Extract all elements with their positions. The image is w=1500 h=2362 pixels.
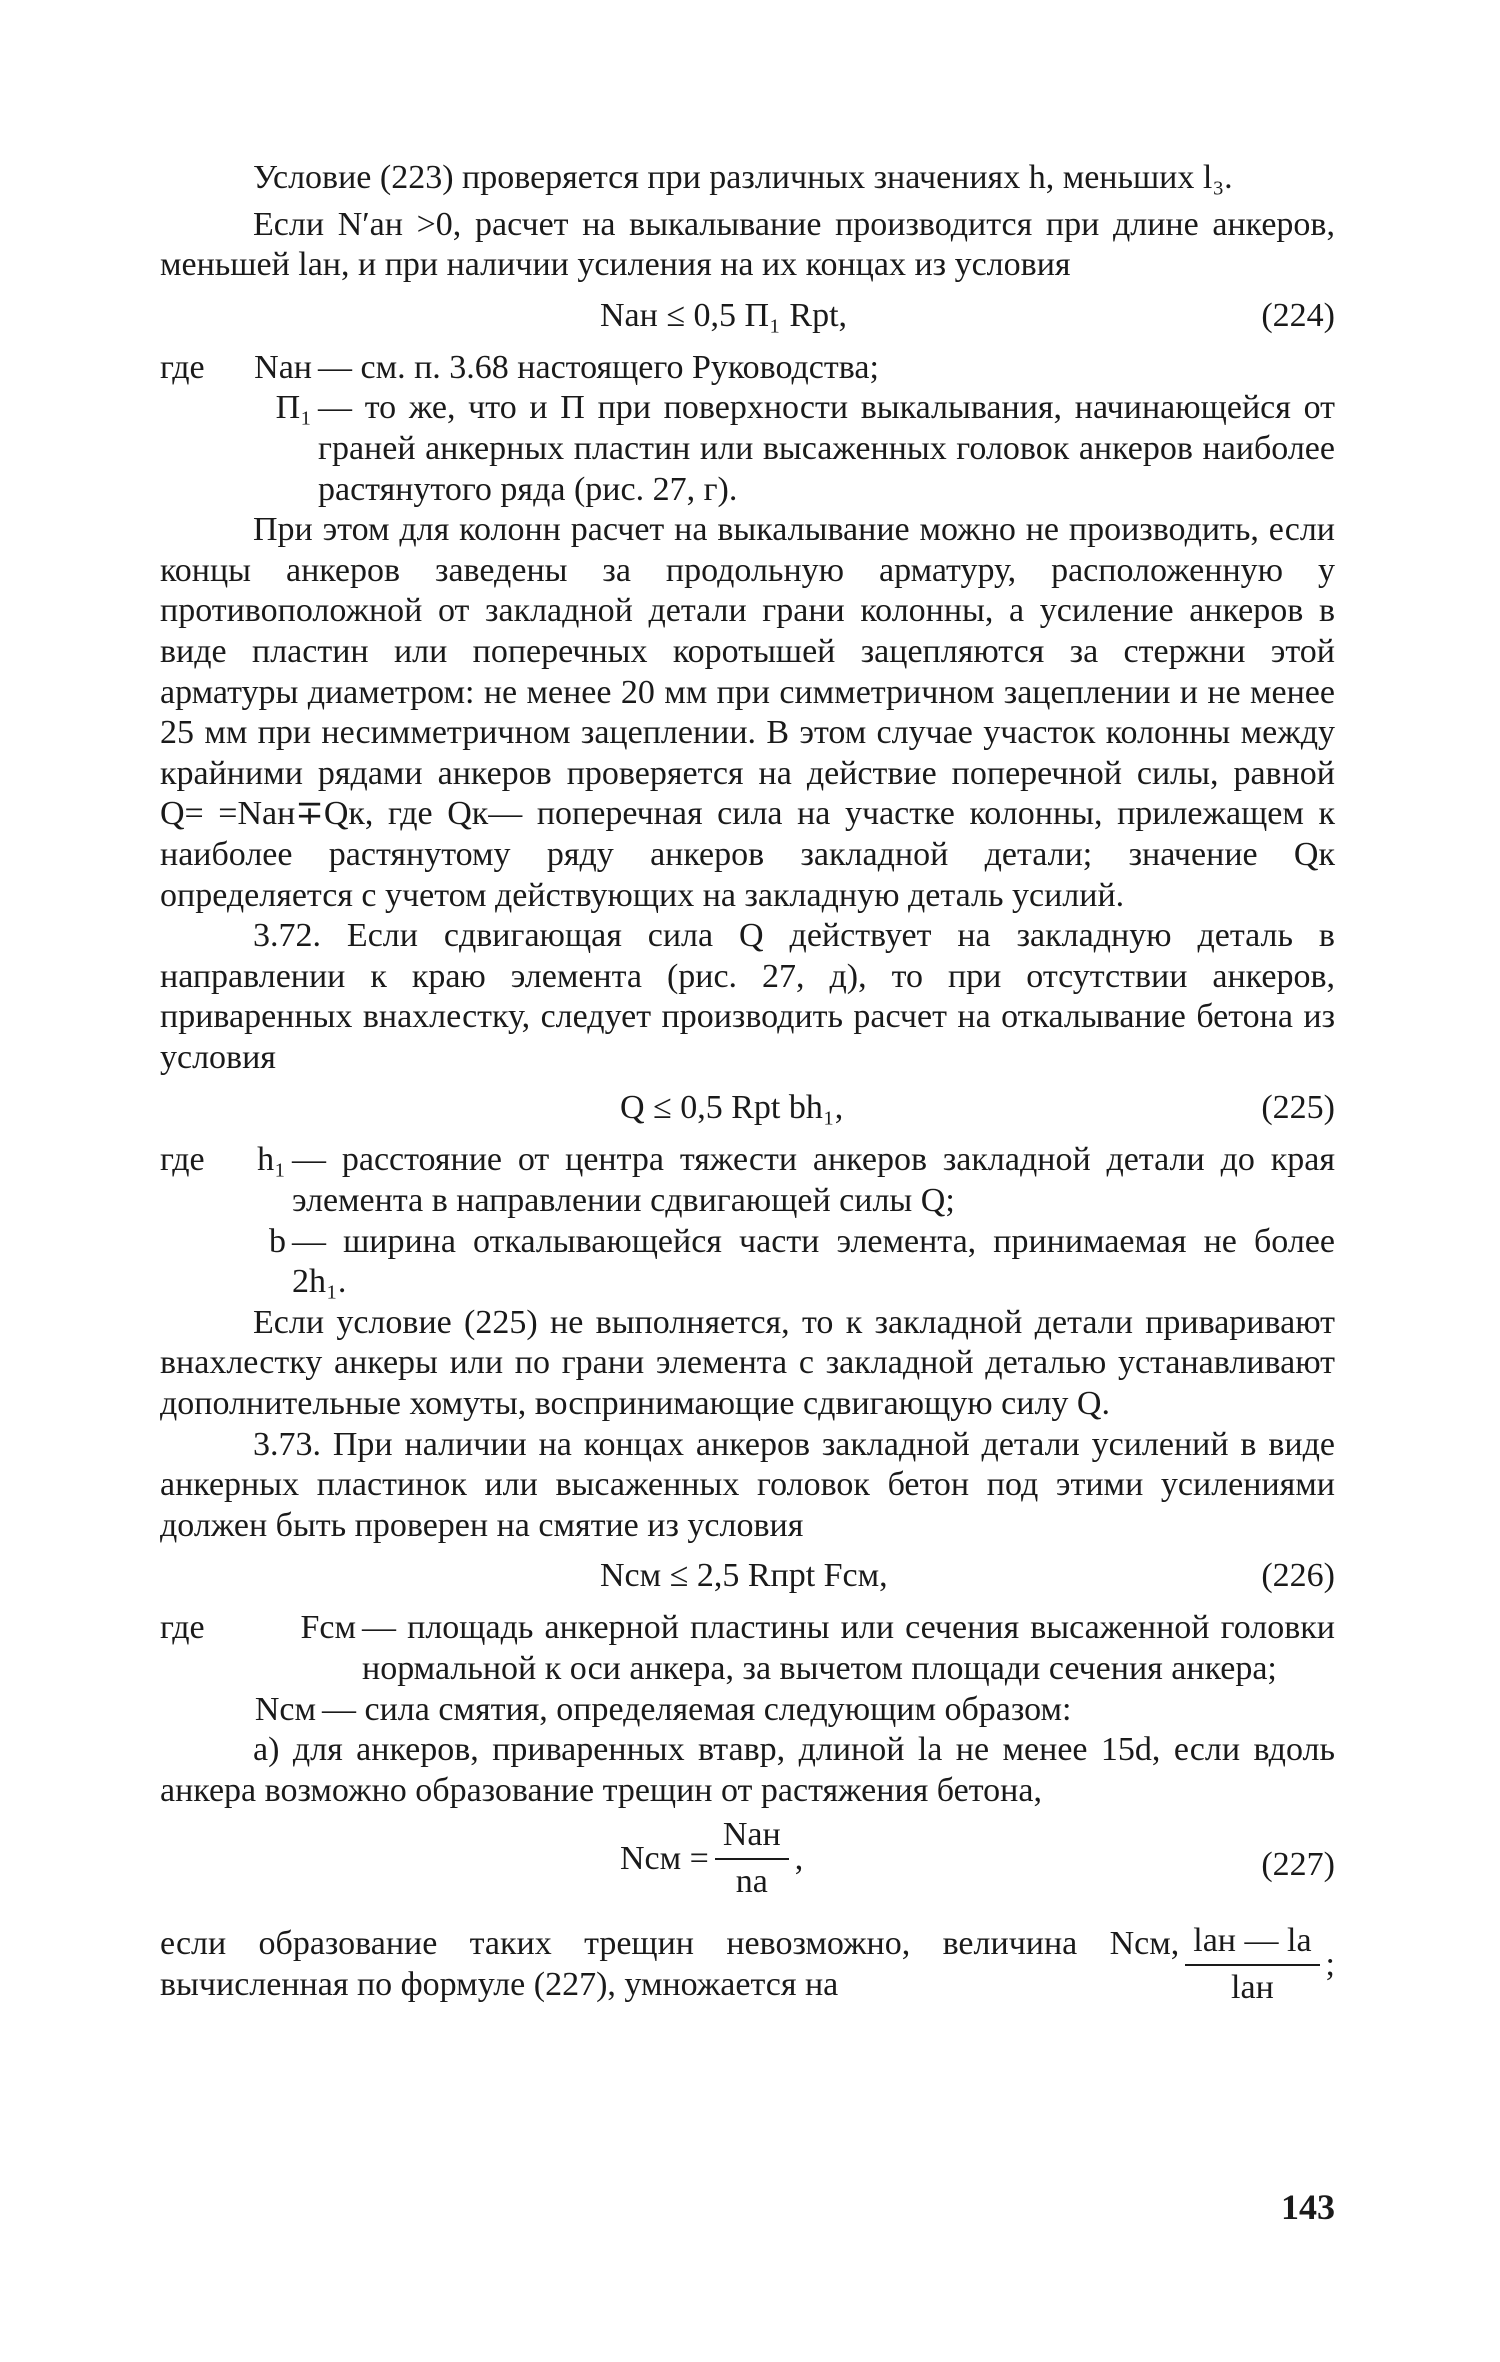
formula-224: [160, 286, 1335, 348]
formula-number: (225): [1261, 1089, 1335, 1127]
formula-number: (226): [1261, 1557, 1335, 1595]
definitions-224: [160, 348, 1335, 510]
definition-symbol: П₁: [275, 389, 312, 427]
fraction-numerator: Nан: [715, 1815, 789, 1860]
fraction-denominator: lан: [1231, 1968, 1274, 2006]
body-text: [160, 158, 1335, 2009]
paragraph: При этом для колонн расчет на выкалывание можно не производить, если концы анкеров заведены за продольную арматуру, расположенную у противоположной от закладной детали грани колонны, а усиление анкеров в виде пластин или поперечных коротышей зацепляются за стержни этой арматуры диаметром: не менее 20 мм при симметричном зацеплении и не менее 25 мм при несимметричном зацеплении. В этом случае участок колонны между крайними рядами анкеров проверяется на действие поперечной силы, равной Q= =Nан∓Qк, где Qк— поперечная сила на участке колонны, прилежащем к наиболее растянутому ряду анкеров закладной детали; значение Qк определяется с учетом действующих на закладную деталь усилий.: [160, 511, 1335, 914]
definition-row: [256, 1608, 1335, 1689]
paragraph: Если условие (225) не выполняется, то к закладной детали приваривают внахлестку анкеры или по грани элемента с закладной деталью устанавливают дополнительные хомуты, воспринимающие сдвигающую силу Q.: [160, 1303, 1335, 1423]
definition-row: [252, 348, 1335, 389]
fraction: [1185, 1921, 1319, 2008]
paragraph: 3.72. Если сдвигающая сила Q действует на закладную деталь в направлении к краю элемента (рис. 27, д), то при отсутствии анкеров, приваренных внахлестку, следует производить расчет на откалывание бетона из условия: [160, 917, 1335, 1076]
formula-225: [160, 1078, 1335, 1140]
definition-symbol: Fсм: [300, 1609, 356, 1647]
formula-number: (227): [1261, 1846, 1335, 1884]
formula-226: [160, 1546, 1335, 1608]
formula-expression: [620, 1815, 803, 1902]
definitions-lead: где: [160, 1141, 205, 1179]
final-paragraph: [160, 1921, 1335, 2008]
formula-227: [160, 1811, 1335, 1921]
fraction-denominator: nа: [735, 1862, 768, 1900]
page-number: 143: [1281, 2187, 1335, 2227]
formula-number: (224): [1261, 296, 1335, 334]
fraction: [715, 1815, 789, 1902]
definition-row: [252, 388, 1335, 510]
formula-expression: Q ≤ 0,5 Rpt bh₁,: [620, 1089, 844, 1127]
definition-symbol: b: [269, 1222, 286, 1260]
fraction-numerator: lан — lа: [1185, 1921, 1319, 1966]
paragraph: Условие (223) проверяется при различных значениях h, меньших l₃.: [253, 159, 1233, 196]
definitions-lead: где: [160, 348, 205, 386]
definition-text: — см. п. 3.68 настоящего Руководства;: [318, 348, 879, 386]
definition-text: — ширина откалывающейся части элемента, принимаемая не более 2h₁.: [292, 1222, 1335, 1301]
definitions-lead: где: [160, 1609, 205, 1647]
definition-text: — площадь анкерной пластины или сечения высаженной головки нормальной к оси анкера, за вычетом площади сечения анкера;: [362, 1609, 1335, 1687]
definition-symbol: h₁: [257, 1141, 286, 1179]
definitions-225: [160, 1140, 1335, 1302]
paragraph: а) для анкеров, приваренных втавр, длиной lа не менее 15d, если вдоль анкера возможно образование трещин от растяжения бетона,: [160, 1731, 1335, 1809]
paragraph: если образование таких трещин невозможно, величина Nсм, вычисленная по формуле (227), умножается на: [160, 1925, 1180, 2003]
formula-expression: Nсм ≤ 2,5 Rпрt Fсм,: [600, 1557, 888, 1595]
definition-text: — сила смятия, определяемая следующим образом:: [322, 1690, 1072, 1728]
definition-row: [252, 1222, 1335, 1303]
paragraph: Если N′ан >0, расчет на выкалывание производится при длине анкеров, меньшей lан, и при наличии усиления на их концах из условия: [160, 205, 1335, 284]
definition-row: [160, 1690, 1335, 1731]
formula-comma: ,: [794, 1839, 804, 1877]
definition-text: — расстояние от центра тяжести анкеров закладной детали до края элемента в направлении сдвигающей силы Q;: [292, 1141, 1335, 1220]
definition-symbol: Nан: [254, 348, 312, 386]
definition-row: [252, 1140, 1335, 1221]
definition-text: — то же, что и П при поверхности выкалывания, начинающейся от граней анкерных пластин или высаженных головок анкеров наиболее растянутого ряда (рис. 27, г).: [318, 389, 1335, 508]
punctuation: ;: [1325, 1945, 1335, 1983]
definition-symbol: Nсм: [254, 1690, 316, 1728]
formula-lhs: Nсм =: [620, 1839, 709, 1877]
definitions-226: [160, 1608, 1335, 1689]
paragraph: 3.73. При наличии на концах анкеров закладной детали усилений в виде анкерных пластинок или высаженных головок бетон под этими усилениями должен быть проверен на смятие из условия: [160, 1425, 1335, 1544]
formula-expression: Nан ≤ 0,5 П₁ Rpt,: [600, 296, 848, 334]
